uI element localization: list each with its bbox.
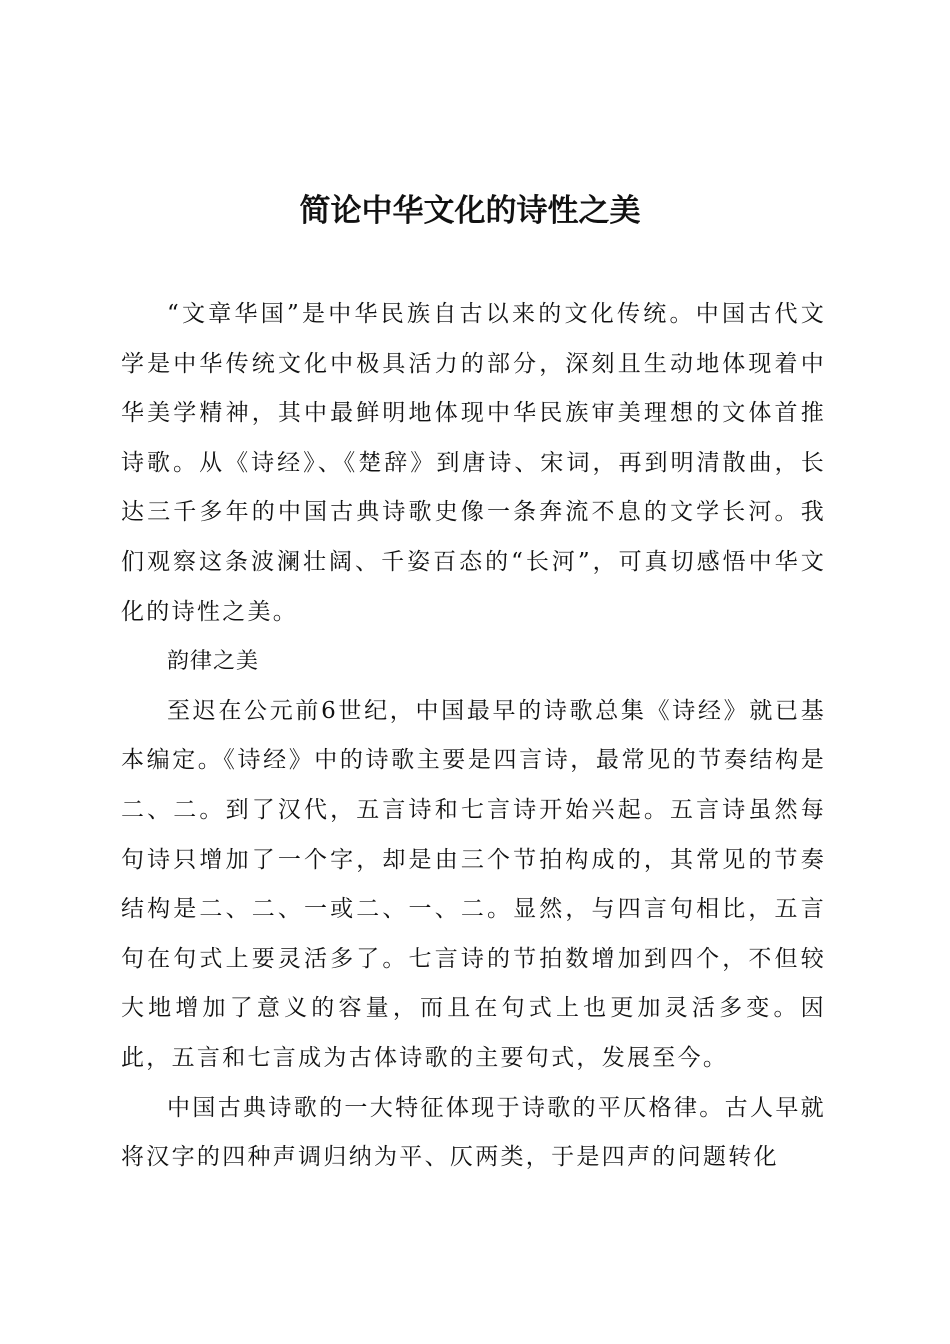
document-body xyxy=(121,290,826,1183)
paragraph-tonal-pattern: 中国古典诗歌的一大特征体现于诗歌的平仄格律。古人早就将汉字的四种声调归纳为平、仄两类，于是四声的问题转化 xyxy=(121,1094,826,1171)
paragraph-rhythm-history: 至迟在公元前6世纪，中国最早的诗歌总集《诗经》就已基本编定。《诗经》中的诗歌主要是四言诗，最常见的节奏结构是二、二。到了汉代，五言诗和七言诗开始兴起。五言诗虽然每句诗只增加了一个字，却是由三个节拍构成的，其常见的节奏结构是二、二、一或二、一、二。显然，与四言句相比，五言句在句式上要灵活多了。七言诗的节拍数增加到四个，不但较大地增加了意义的容量，而且在句式上也更加灵活多变。因此，五言和七言成为古体诗歌的主要句式，发展至今。 xyxy=(121,697,826,1071)
section-heading-rhythm: 韵律之美 xyxy=(167,649,260,675)
paragraph-intro: “文章华国”是中华民族自古以来的文化传统。中国古代文学是中华传统文化中极具活力的部分，深刻且生动地体现着中华美学精神，其中最鲜明地体现中华民族审美理想的文体首推诗歌。从《诗经》、《楚辞》到唐诗、宋词，再到明清散曲，长达三千多年的中国古典诗歌史像一条奔流不息的文学长河。我们观察这条波澜壮阔、千姿百态的“长河”，可真切感悟中华文化的诗性之美。 xyxy=(121,301,826,625)
document-title: 简论中华文化的诗性之美 xyxy=(299,193,641,229)
